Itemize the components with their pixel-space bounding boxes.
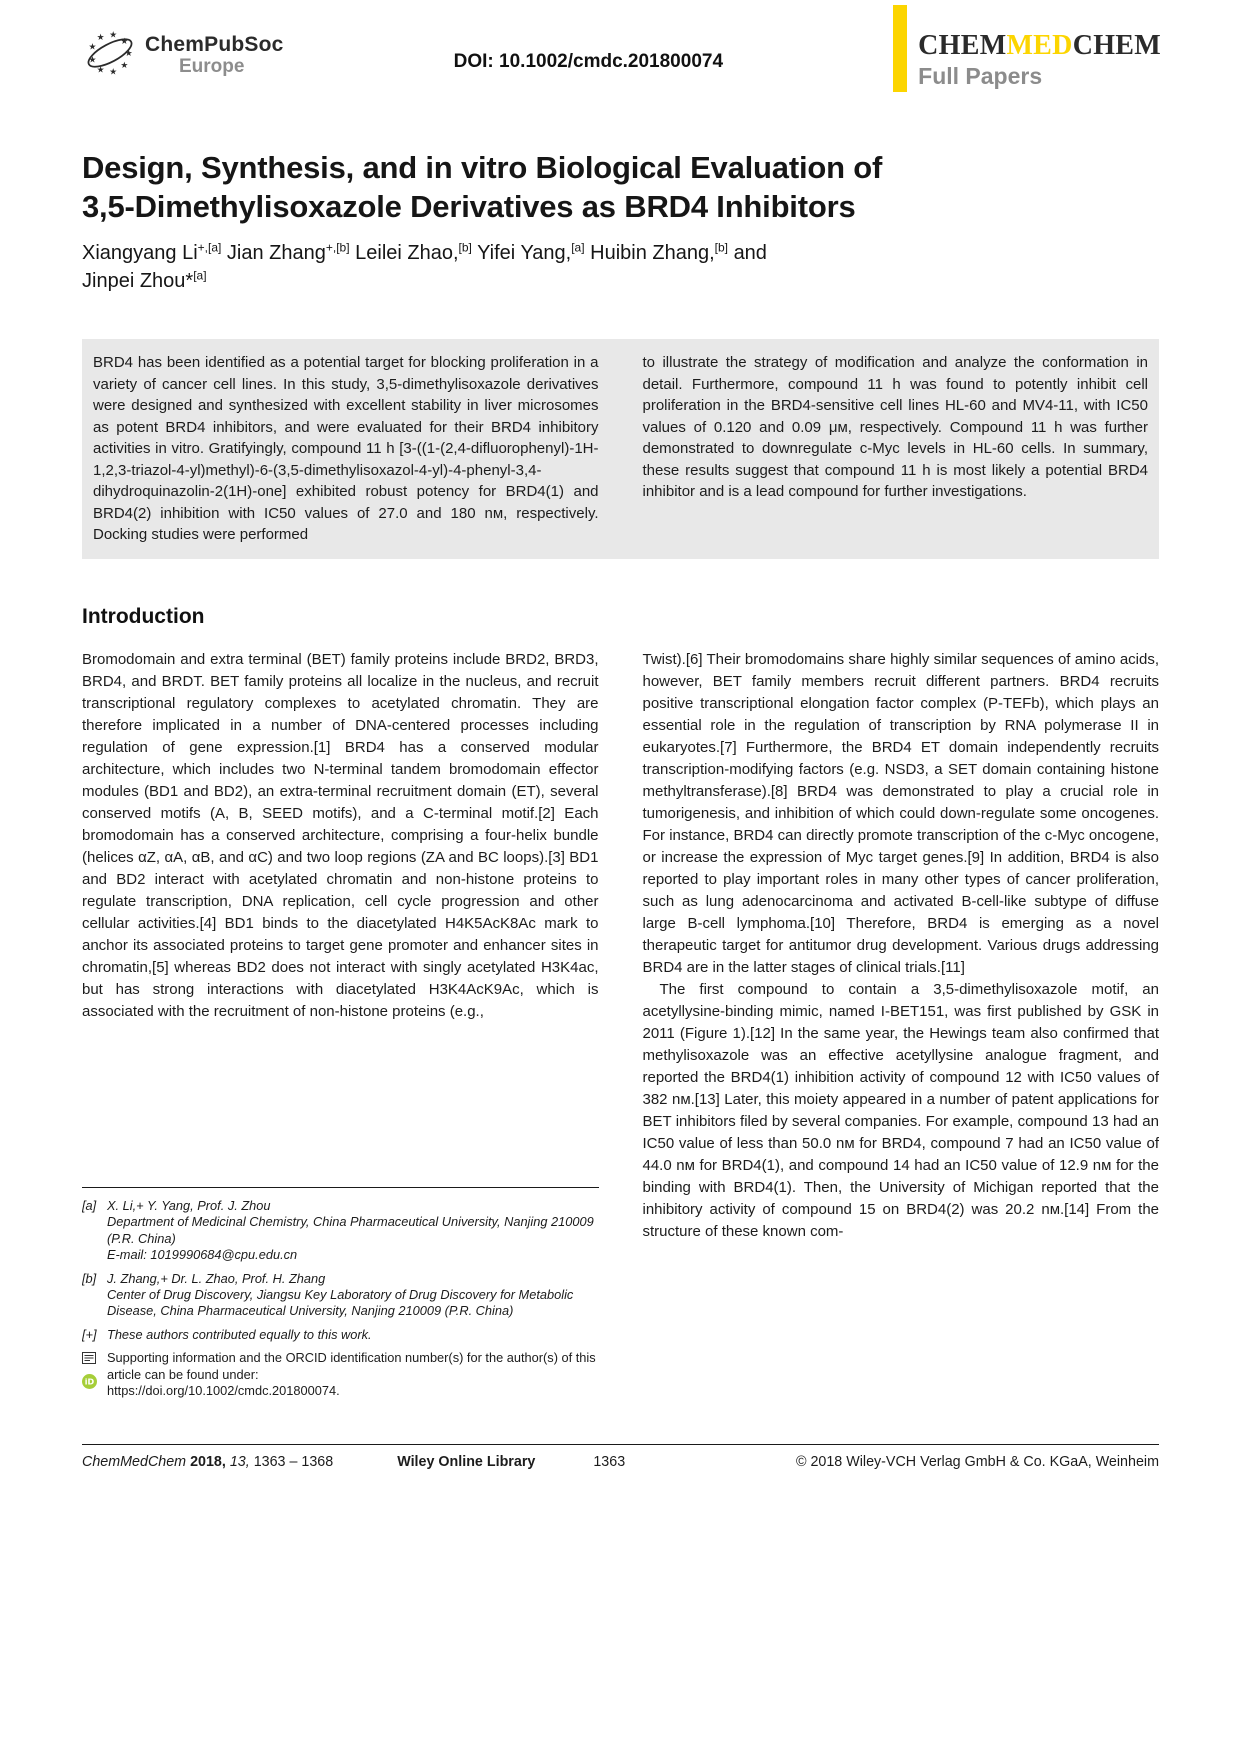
article-content <box>0 148 1241 1407</box>
author-name: Jinpei Zhou* <box>82 270 194 292</box>
abstract-box <box>82 339 1159 559</box>
supporting-info-icon <box>82 1352 96 1368</box>
logo-name: ChemPubSoc <box>145 33 284 56</box>
svg-text:★: ★ <box>109 67 118 78</box>
author-affil-marker: +,[a] <box>197 240 222 255</box>
journal-section-label: Full Papers <box>918 63 1043 89</box>
page-footer <box>82 1444 1159 1470</box>
author <box>82 270 207 292</box>
svg-text:★: ★ <box>88 55 97 66</box>
brand-text <box>918 5 1161 92</box>
author-affil-marker: [a] <box>571 240 585 255</box>
citation-volume: 13, <box>229 1454 250 1470</box>
footnotes-block <box>82 1187 599 1406</box>
supporting-info-icons <box>82 1350 100 1399</box>
footnote-affiliation: Center of Drug Discovery, Jiangsu Key Laboratory of Drug Discovery for Metabolic Disease, China Pharmaceutical University, Nanjing 210009 (P.R. China) <box>107 1287 574 1319</box>
author <box>82 242 221 264</box>
footnote-label: [+] <box>82 1326 97 1342</box>
supporting-info-text: Supporting information and the ORCID identification number(s) for the author(s) of this article can be found under: <box>107 1350 596 1382</box>
journal-name-med: MED <box>1006 30 1073 61</box>
chempubsoc-emblem-icon <box>84 27 136 84</box>
abstract-column-right: to illustrate the strategy of modification and analyze the conformation in detail. Furthermore, compound 11 h was found to potently inhibit cell proliferation in the BRD4-sensitive cell lines HL-60 and MV4-11, with IC50 values of 0.120 and 0.09 μᴍ, respectively. Compound 11 h was further demonstrated to downregulate c-Myc levels in HL-60 cells. In summary, these results suggest that compound 11 h is most likely a potential BRD4 inhibitor and is a lead compound for further investigations. <box>642 354 1148 500</box>
author-affil-marker: [b] <box>458 240 472 255</box>
author-affil-marker: +,[b] <box>325 240 350 255</box>
supporting-info-body <box>107 1350 599 1399</box>
doi-text: DOI: 10.1002/cmdc.201800074 <box>453 51 724 72</box>
footnote-equal-contribution <box>82 1327 599 1343</box>
author <box>590 242 728 264</box>
citation-reference <box>82 1454 333 1470</box>
author <box>477 242 584 264</box>
body-column-right <box>643 649 1160 1407</box>
body-columns <box>82 649 1159 1407</box>
orcid-icon <box>82 1374 97 1393</box>
journal-name-chem1: CHEM <box>918 30 1007 61</box>
body-paragraph: Bromodomain and extra terminal (BET) family proteins include BRD2, BRD3, BRD4, and BRDT. BET family proteins all localize in the nucleus, and recruit transcriptional regulatory complexes to acetylated chromatin. They are therefore implicated in a number of DNA-centered processes including regulation of gene expression.[1] BRD4 has a conserved modular architecture, which includes two N-terminal tandem bromodomain effector modules (BD1 and BD2), an extra-terminal recruitment domain (ET), several conserved motifs (A, B, SEED motifs), and a C-terminal motif.[2] Each bromodomain has a conserved architecture, comprising a four-helix bundle (helices αZ, αA, αB, and αC) and two loop regions (ZA and BC loops).[3] BD1 and BD2 interact with acetylated chromatin and non-histone proteins to regulate transcription, DNA replication, cell cycle progression and other cellular activities.[4] BD1 binds to the diacetylated H4K5AcK8Ac mark to anchor its associated proteins to target gene promoter and enhancer sites in chromatin,[5] whereas BD2 does not interact with singly acetylated H3K4ac, but has strong interactions with diacetylated H3K4AcK9Ac, which is associated with the recruitment of non-histone proteins (e.g., <box>82 650 599 1020</box>
svg-text:★: ★ <box>120 37 129 48</box>
brand-accent-bar <box>893 5 907 92</box>
svg-text:★: ★ <box>96 32 105 43</box>
journal-name <box>918 30 1161 62</box>
svg-text:iD: iD <box>84 1377 95 1387</box>
abstract-column-left: BRD4 has been identified as a potential target for blocking proliferation in a variety of cancer cell lines. In this study, 3,5-dimethylisoxazole derivatives were designed and synthesized with excellent stability in liver microsomes as potent BRD4 inhibitors, and were evaluated for their BRD4 inhibitory activities in vitro. Gratifyingly, compound 11 h [3-((1-(2,4-difluorophenyl)-1H-1,2,3-triazol-4-yl)methyl)-6-(3,5-dimethylisoxazol-4-yl)-4-phenyl-3,4-dihydroquinazolin-2(1H)-one] exhibited robust potency for BRD4(1) and BRD4(2) inhibition with IC50 values of 27.0 and 180 nᴍ, respectively. Docking studies were performed <box>93 354 599 543</box>
body-paragraph: Twist).[6] Their bromodomains share highly similar sequences of amino acids, however, BET family members recruit different partners. BRD4 recruits positive transcriptional elongation factor complex (P-TEFb), which plays an essential role in the regulation of transcription by RNA polymerase II in eukaryotes.[7] Furthermore, the BRD4 ET domain independently recruits transcription-modifying factors (e.g. NSD3, a SET domain containing histone methyltransferase).[8] BRD4 was demonstrated to play a crucial role in tumorigenesis, and inhibition of which could down-regulate some oncogenes. For instance, BRD4 can directly promote transcription of the c-Myc oncogene, or increase the expression of Myc target genes.[9] In addition, BRD4 is also reported to play important roles in many other types of cancer proliferation, such as lung adenocarcinoma and activated B-cell-like subtype of diffuse large B-cell lymphoma.[10] Therefore, BRD4 is emerging as a novel therapeutic target for antitumor drug development. Various drugs addressing BRD4 are in the latter stages of clinical trials.[11] <box>642 650 1159 976</box>
author <box>227 242 350 264</box>
logo-text <box>145 33 284 78</box>
footnote-body <box>107 1271 599 1320</box>
copyright-notice: © 2018 Wiley-VCH Verlag GmbH & Co. KGaA, Weinheim <box>795 1454 1159 1470</box>
svg-text:★: ★ <box>120 61 129 72</box>
footnote-names: X. Li,+ Y. Yang, Prof. J. Zhou <box>107 1198 271 1214</box>
supporting-info-note <box>82 1350 599 1399</box>
citation-year: 2018, <box>190 1454 226 1470</box>
citation-journal: ChemMedChem <box>82 1454 187 1470</box>
citation-pages: 1363 – 1368 <box>253 1454 334 1470</box>
footnote-affiliation: Department of Medicinal Chemistry, China Pharmaceutical University, Nanjing 210009 (P.R. China) <box>107 1214 594 1246</box>
article-title-line1: Design, Synthesis, and in vitro Biological Evaluation of <box>82 150 883 185</box>
section-heading-introduction: Introduction <box>82 604 205 628</box>
journal-name-chem2: CHEM <box>1072 30 1161 61</box>
author-name: Jian Zhang <box>226 242 326 264</box>
footnote-a <box>82 1198 599 1264</box>
footnote-b <box>82 1271 599 1320</box>
author-line-1 <box>82 239 1159 267</box>
author-name: Huibin Zhang, <box>590 242 715 264</box>
svg-text:★: ★ <box>88 42 97 53</box>
author-affil-marker: [b] <box>714 240 728 255</box>
author-name: Yifei Yang, <box>477 242 572 264</box>
chempubsoc-logo <box>84 27 284 84</box>
footnote-body <box>107 1198 599 1264</box>
authors-and-label: and <box>733 242 767 264</box>
svg-text:★: ★ <box>96 65 105 76</box>
article-title-line2: 3,5-Dimethylisoxazole Derivatives as BRD4 Inhibitors <box>82 189 856 224</box>
author-list <box>82 239 1159 295</box>
author <box>355 242 472 264</box>
footnote-names: J. Zhang,+ Dr. L. Zhao, Prof. H. Zhang <box>107 1270 326 1286</box>
author-line-2 <box>82 267 1159 295</box>
footnote-label: [a] <box>82 1198 97 1214</box>
logo-region: Europe <box>179 56 245 77</box>
journal-brand <box>893 5 1161 92</box>
footnote-body: These authors contributed equally to this work. <box>107 1326 372 1342</box>
supporting-info-doi-link[interactable]: https://doi.org/10.1002/cmdc.201800074. <box>107 1383 340 1399</box>
footnote-email[interactable]: E-mail: 1019990684@cpu.edu.cn <box>107 1247 298 1263</box>
body-paragraph: The first compound to contain a 3,5-dimethylisoxazole motif, an acetyllysine-binding mimic, named I-BET151, was first published by GSK in 2011 (Figure 1).[12] In the same year, the Hewings team also confirmed that methylisoxazole was an effective acetyllysine analogue fragment, and reported the BRD4(1) inhibition activity of compound 12 with IC50 values of 382 nᴍ.[13] Later, this moiety appeared in a number of patent applications for BET inhibitors filed by several companies. For example, compound 13 had an IC50 value of less than 50.0 nᴍ for BRD4, compound 7 had an IC50 value of 44.0 nᴍ for BRD4(1), and compound 14 had an IC50 value of 12.9 nᴍ for the binding with BRD4(1). Then, the University of Michigan reported that the inhibitory activity of compound 15 on BRD4(2) was 20.2 nᴍ.[14] From the structure of these known com- <box>642 980 1159 1240</box>
svg-text:★: ★ <box>124 49 133 60</box>
page-number: 1363 <box>593 1454 626 1470</box>
author-name: Leilei Zhao, <box>355 242 459 264</box>
author-affil-marker: [a] <box>193 268 207 283</box>
article-title <box>82 148 1159 226</box>
footnote-label: [b] <box>82 1270 97 1286</box>
body-column-left <box>82 649 599 1407</box>
wiley-online-library-label: Wiley Online Library <box>397 1454 536 1470</box>
author-name: Xiangyang Li <box>82 242 198 264</box>
svg-text:★: ★ <box>109 30 118 41</box>
journal-header <box>0 0 1241 112</box>
